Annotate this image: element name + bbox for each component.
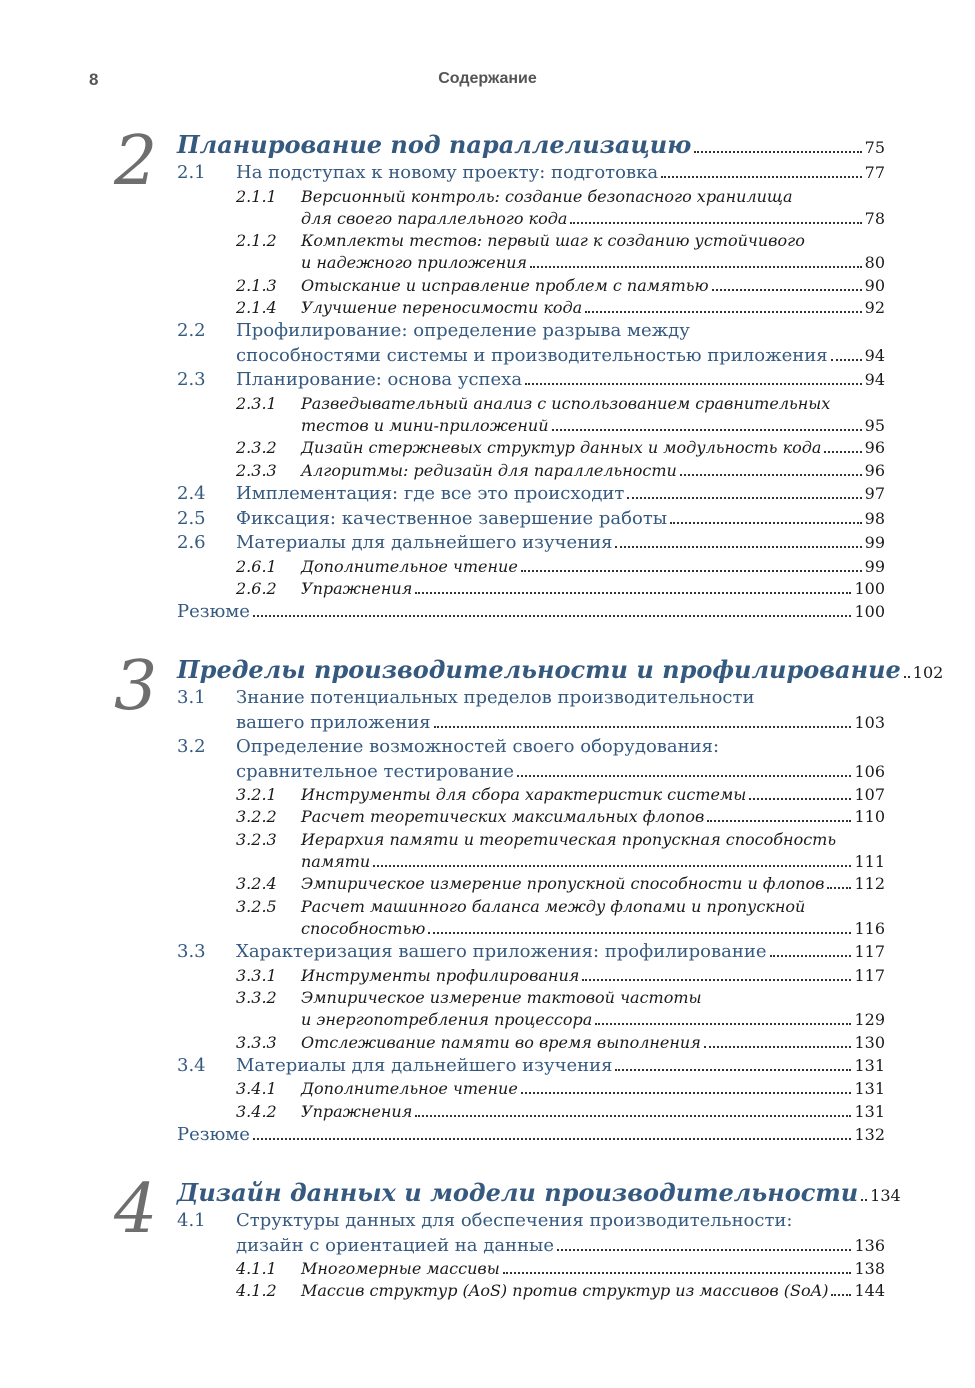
dot-leader xyxy=(428,932,851,934)
page-ref: 95 xyxy=(864,416,885,436)
entry-title: Улучшение переносимости кода xyxy=(301,298,583,317)
page-number: 8 xyxy=(89,70,99,89)
dot-leader xyxy=(521,570,862,572)
dot-leader xyxy=(570,222,861,224)
section-number: 3.1 xyxy=(177,687,206,708)
section-number: 3.3 xyxy=(177,941,206,963)
dot-leader xyxy=(770,955,852,957)
page-ref: 102 xyxy=(912,663,944,682)
page-ref: 110 xyxy=(854,807,885,827)
page-ref: 90 xyxy=(864,275,885,295)
dot-leader xyxy=(712,289,862,291)
subsection-entry[interactable] xyxy=(177,209,885,228)
section-entry[interactable] xyxy=(177,761,885,782)
subsection-number: 3.4.1 xyxy=(236,1079,277,1099)
entry-title: дизайн с ориентацией на данные xyxy=(236,1234,555,1256)
subsection-number: 4.1.1 xyxy=(236,1259,277,1278)
dot-leader xyxy=(595,1023,851,1025)
dot-leader xyxy=(253,1138,852,1140)
page-ref: 117 xyxy=(854,942,885,962)
page-ref: 99 xyxy=(864,533,885,552)
chapter-entry[interactable] xyxy=(177,655,944,684)
section-number: 3.4 xyxy=(177,1054,206,1076)
entry-title: сравнительное тестирование xyxy=(236,760,515,782)
entry-title: Материалы для дальнейшего изучения xyxy=(236,532,613,553)
subsection-entry[interactable] xyxy=(177,416,885,435)
section-entry[interactable] xyxy=(177,1235,885,1256)
subsection-number: 2.1.1 xyxy=(236,186,277,206)
section-entry[interactable] xyxy=(177,508,885,529)
chapter-number: 2 xyxy=(114,122,158,201)
subsection-entry[interactable] xyxy=(177,966,885,985)
subsection-number: 3.2.2 xyxy=(236,807,277,827)
page-ref: 138 xyxy=(854,1259,885,1278)
page-ref: 134 xyxy=(870,1186,901,1205)
entry-title: для своего параллельного кода xyxy=(301,208,568,228)
entry-title: Упражнения xyxy=(301,1101,413,1121)
page-ref: 92 xyxy=(864,298,885,317)
subsection-number: 3.4.2 xyxy=(236,1101,277,1121)
entry-title: Планирование: основа успеха xyxy=(236,369,523,391)
dot-leader xyxy=(557,1249,851,1251)
page-ref: 103 xyxy=(854,712,885,732)
subsection-number: 2.3.3 xyxy=(236,460,277,480)
dot-leader xyxy=(694,151,861,153)
subsection-number: 3.3.2 xyxy=(236,987,277,1007)
dot-leader xyxy=(680,474,862,476)
subsection-entry[interactable] xyxy=(177,785,885,804)
entry-title: Структуры данных для обеспечения производительности: xyxy=(236,1210,793,1231)
subsection-entry[interactable] xyxy=(177,988,885,1007)
dot-leader xyxy=(704,1046,852,1048)
page-ref: 96 xyxy=(864,438,885,458)
section-entry[interactable] xyxy=(177,687,885,708)
dot-leader xyxy=(434,726,852,728)
subsection-number: 2.1.4 xyxy=(236,298,277,317)
dot-leader xyxy=(831,359,862,361)
subsection-number: 2.3.1 xyxy=(236,393,277,413)
subsection-entry[interactable] xyxy=(177,1102,885,1121)
section-number: 2.1 xyxy=(177,162,206,183)
dot-leader xyxy=(415,592,851,594)
section-entry[interactable] xyxy=(177,532,885,553)
entry-title: памяти xyxy=(301,851,371,871)
entry-title: Резюме xyxy=(177,601,250,623)
entry-title: На подступах к новому проекту: подготовка xyxy=(236,162,659,183)
entry-title: вашего приложения xyxy=(236,711,431,733)
entry-title: Комплекты тестов: первый шаг к созданию устойчивого xyxy=(301,231,805,251)
entry-title: Инструменты профилирования xyxy=(301,965,580,985)
entry-title: Версионный контроль: создание безопасного хранилища xyxy=(301,186,793,206)
dot-leader xyxy=(530,266,862,268)
entry-title: способностью xyxy=(301,918,426,938)
entry-title: Дизайн стержневых структур данных и модульность кода xyxy=(301,438,822,458)
entry-title: Отслеживание памяти во время выполнения xyxy=(301,1032,701,1052)
page-ref: 94 xyxy=(864,345,885,365)
dot-leader xyxy=(861,1199,867,1201)
subsection-entry[interactable] xyxy=(177,394,885,413)
subsection-entry[interactable] xyxy=(177,1079,885,1098)
subsection-entry[interactable] xyxy=(177,253,885,272)
page-ref: 129 xyxy=(854,1010,885,1030)
subsection-number: 2.6.2 xyxy=(236,578,277,598)
subsection-entry[interactable] xyxy=(177,276,885,295)
page-ref: 77 xyxy=(864,163,885,182)
chapter-title: Дизайн данных и модели производительности xyxy=(177,1178,859,1207)
chapter-entry[interactable] xyxy=(177,1178,901,1207)
section-entry[interactable] xyxy=(177,941,885,962)
chapter-number: 4 xyxy=(114,1170,158,1249)
subsection-number: 3.2.5 xyxy=(236,896,277,916)
subsection-entry[interactable] xyxy=(177,830,885,849)
entry-title: Дополнительное чтение xyxy=(301,556,518,576)
entry-title: Разведывательный анализ с использованием сравнительных xyxy=(301,393,831,413)
entry-title: Резюме xyxy=(177,1123,250,1145)
section-number: 2.4 xyxy=(177,483,206,504)
page-ref: 94 xyxy=(864,370,885,390)
subsection-number: 2.1.2 xyxy=(236,231,277,251)
page-ref: 130 xyxy=(854,1032,885,1052)
dot-leader xyxy=(582,979,851,981)
dot-leader xyxy=(661,176,862,178)
subsection-entry[interactable] xyxy=(177,1259,885,1278)
entry-title: Упражнения xyxy=(301,578,413,598)
dot-leader xyxy=(517,775,851,777)
section-number: 2.5 xyxy=(177,507,206,529)
entry-title: способностями системы и производительностью приложения xyxy=(236,344,828,366)
entry-title: Эмпирическое измерение тактовой частоты xyxy=(301,987,702,1007)
chapter-title: Планирование под параллелизацию xyxy=(177,130,692,159)
running-title: Содержание xyxy=(438,70,537,87)
page-ref: 80 xyxy=(864,253,885,273)
summary-entry[interactable] xyxy=(177,601,885,622)
subsection-entry[interactable] xyxy=(177,1033,885,1052)
section-number: 3.2 xyxy=(177,736,206,757)
dot-leader xyxy=(670,522,862,524)
entry-title: Имплементация: где все это происходит xyxy=(236,483,625,504)
dot-leader xyxy=(904,676,910,678)
dot-leader xyxy=(615,546,861,548)
entry-title: Массив структур (AoS) против структур из массивов (SoA) xyxy=(301,1281,829,1301)
subsection-entry[interactable] xyxy=(177,852,885,871)
dot-leader xyxy=(521,1092,852,1094)
dot-leader xyxy=(585,311,861,313)
subsection-entry[interactable] xyxy=(177,438,885,457)
subsection-number: 3.3.1 xyxy=(236,965,277,985)
subsection-entry[interactable] xyxy=(177,579,885,598)
section-entry[interactable] xyxy=(177,736,885,757)
subsection-entry[interactable] xyxy=(177,461,885,480)
page-ref: 75 xyxy=(864,138,885,157)
entry-title: Фиксация: качественное завершение работы xyxy=(236,507,668,529)
subsection-number: 2.6.1 xyxy=(236,556,277,576)
entry-title: и надежного приложения xyxy=(301,253,528,273)
page-ref: 99 xyxy=(864,556,885,576)
page-ref: 117 xyxy=(854,965,885,985)
subsection-entry[interactable] xyxy=(177,874,885,893)
page-ref: 116 xyxy=(854,918,885,938)
page-ref: 100 xyxy=(854,602,885,622)
section-number: 2.3 xyxy=(177,369,206,391)
chapter-entry[interactable] xyxy=(177,130,885,159)
dot-leader xyxy=(525,383,862,385)
dot-leader xyxy=(552,429,862,431)
page-ref: 111 xyxy=(854,851,885,871)
subsection-entry[interactable] xyxy=(177,897,885,916)
section-number: 2.2 xyxy=(177,320,206,342)
page-ref: 96 xyxy=(864,460,885,480)
entry-title: Характеризация вашего приложения: профилирование xyxy=(236,941,767,963)
chapter-number: 3 xyxy=(114,647,158,726)
section-entry[interactable] xyxy=(177,162,885,183)
section-entry[interactable] xyxy=(177,345,885,366)
page-ref: 98 xyxy=(864,508,885,528)
subsection-entry[interactable] xyxy=(177,231,885,250)
section-number: 4.1 xyxy=(177,1210,206,1231)
entry-title: Знание потенциальных пределов производительности xyxy=(236,687,755,708)
section-entry[interactable] xyxy=(177,320,885,341)
dot-leader xyxy=(373,865,851,867)
entry-title: Расчет машинного баланса между флопами и пропускной xyxy=(301,896,806,916)
page-ref: 97 xyxy=(864,484,885,503)
subsection-entry[interactable] xyxy=(177,919,885,938)
subsection-number: 4.1.2 xyxy=(236,1281,277,1301)
dot-leader xyxy=(824,451,861,453)
section-entry[interactable] xyxy=(177,1055,885,1076)
entry-title: и энергопотребления процессора xyxy=(301,1010,593,1030)
dot-leader xyxy=(415,1115,851,1117)
subsection-number: 3.2.4 xyxy=(236,874,277,894)
page-ref: 78 xyxy=(864,208,885,228)
dot-leader xyxy=(749,798,851,800)
subsection-entry[interactable] xyxy=(177,557,885,576)
entry-title: Эмпирическое измерение пропускной способности и флопов xyxy=(301,874,825,894)
entry-title: Алгоритмы: редизайн для параллельности xyxy=(301,460,677,480)
section-entry[interactable] xyxy=(177,369,885,390)
chapter-title: Пределы производительности и профилирование xyxy=(177,655,901,684)
subsection-entry[interactable] xyxy=(177,807,885,826)
subsection-number: 2.1.3 xyxy=(236,275,277,295)
subsection-entry[interactable] xyxy=(177,1281,885,1300)
page-ref: 106 xyxy=(854,761,885,781)
section-number: 2.6 xyxy=(177,532,206,553)
entry-title: Иерархия памяти и теоретическая пропускная способность xyxy=(301,829,837,849)
dot-leader xyxy=(503,1272,852,1274)
entry-title: Многомерные массивы xyxy=(301,1259,500,1278)
entry-title: Профилирование: определение разрыва между xyxy=(236,320,690,342)
page-ref: 136 xyxy=(854,1235,885,1255)
dot-leader xyxy=(615,1069,851,1071)
entry-title: Определение возможностей своего оборудования: xyxy=(236,736,720,757)
dot-leader xyxy=(831,1294,851,1296)
dot-leader xyxy=(253,615,852,617)
subsection-number: 3.2.3 xyxy=(236,829,277,849)
entry-title: Материалы для дальнейшего изучения xyxy=(236,1054,613,1076)
dot-leader xyxy=(707,820,851,822)
subsection-entry[interactable] xyxy=(177,187,885,206)
summary-entry[interactable] xyxy=(177,1124,885,1145)
page-ref: 132 xyxy=(854,1124,885,1144)
page-ref: 100 xyxy=(854,578,885,598)
entry-title: тестов и мини-приложений xyxy=(301,416,549,436)
subsection-entry[interactable] xyxy=(177,298,885,317)
subsection-number: 2.3.2 xyxy=(236,438,277,458)
page-ref: 112 xyxy=(854,874,885,894)
section-entry[interactable] xyxy=(177,1210,885,1231)
page-ref: 131 xyxy=(854,1055,885,1075)
page-ref: 144 xyxy=(854,1281,885,1301)
subsection-number: 3.2.1 xyxy=(236,785,277,804)
page-ref: 131 xyxy=(854,1079,885,1099)
dot-leader xyxy=(827,887,851,889)
section-entry[interactable] xyxy=(177,483,885,504)
page-ref: 107 xyxy=(854,785,885,804)
page-ref: 131 xyxy=(854,1101,885,1121)
entry-title: Дополнительное чтение xyxy=(301,1079,518,1099)
subsection-number: 3.3.3 xyxy=(236,1032,277,1052)
entry-title: Инструменты для сбора характеристик системы xyxy=(301,785,747,804)
entry-title: Расчет теоретических максимальных флопов xyxy=(301,807,705,827)
entry-title: Отыскание и исправление проблем с памятью xyxy=(301,275,709,295)
section-entry[interactable] xyxy=(177,712,885,733)
subsection-entry[interactable] xyxy=(177,1010,885,1029)
dot-leader xyxy=(627,497,861,499)
